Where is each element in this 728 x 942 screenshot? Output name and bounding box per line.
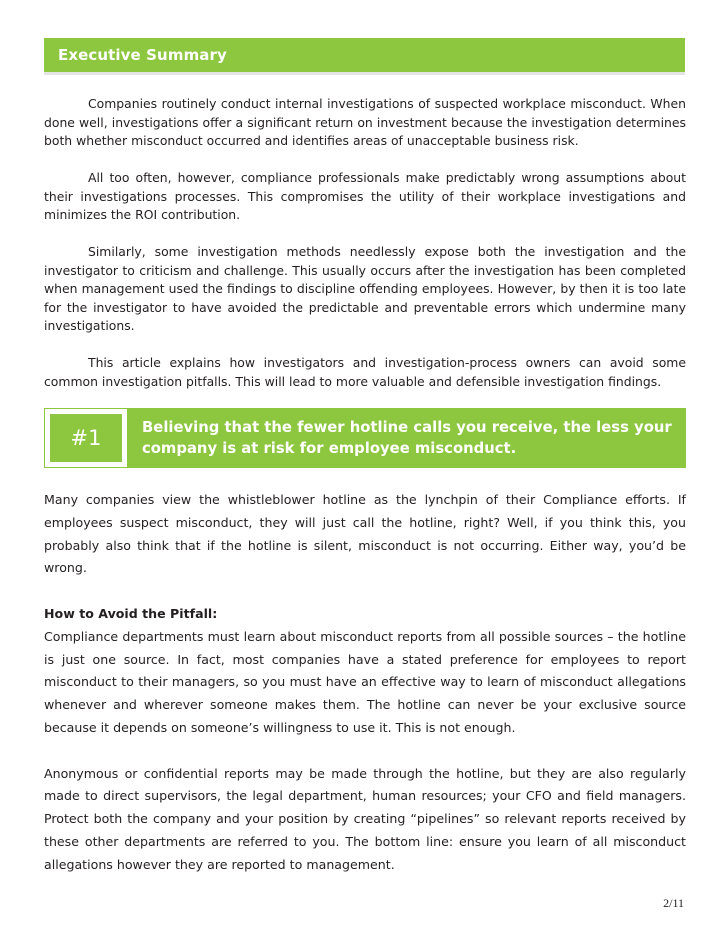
avoid-pitfall-heading: How to Avoid the Pitfall: (44, 605, 218, 621)
pitfall-number-box (44, 408, 128, 468)
executive-summary-body (44, 95, 686, 410)
summary-paragraph: All too often, however, compliance professionals make predictably wrong assumptions about their investigations processes. This compromises the utility of their workplace investigations and minimizes the ROI contribution. (44, 170, 686, 222)
executive-summary-title: Executive Summary (58, 46, 227, 64)
pitfall-number: #1 (50, 414, 122, 462)
summary-paragraph: Similarly, some investigation methods needlessly expose both the investigation and the investigator to criticism and challenge. This usually occurs after the investigation has been completed when management used the findings to discipline offending employees. However, by then it is too late for the investigator to have avoided the predictable and preventable errors which undermine many investigations. (44, 244, 686, 333)
summary-paragraph: Companies routinely conduct internal investigations of suspected workplace misconduct. When done well, investigations offer a significant return on investment because the investigation determines both whether misconduct occurred and identifies areas of unacceptable business risk. (44, 96, 686, 148)
pitfall-intro: Many companies view the whistleblower hotline as the lynchpin of their Compliance efforts. If employees suspect misconduct, they will just call the hotline, right? Well, if you think this, you probably also think that if the hotline is silent, misconduct is not occurring. Either way, you’d be wrong. (44, 492, 686, 576)
page-number: 2/11 (663, 896, 684, 910)
summary-paragraph: This article explains how investigators and investigation-process owners can avoid some common investigation pitfalls. This will lead to more valuable and defensible investigation findings. (44, 355, 686, 389)
pitfall-title: Believing that the fewer hotline calls you receive, the less your company is at risk for employee misconduct. (142, 419, 672, 457)
pitfall-banner (44, 408, 686, 468)
pitfall-body (44, 489, 686, 899)
avoid-paragraph: Compliance departments must learn about misconduct reports from all possible sources – the hotline is just one source. In fact, most companies have a stated preference for employees to report misconduct to their managers, so you must have an effective way to learn of misconduct allegations whenever and wherever someone makes them. The hotline can never be your exclusive source because it depends on someone’s willingness to use it. This is not enough. (44, 628, 686, 735)
avoid-paragraph: Anonymous or confidential reports may be made through the hotline, but they are also regularly made to direct supervisors, the legal department, human resources; your CFO and field managers. Protect both the company and your position by creating “pipelines” so relevant reports received by these other departments are referred to you. The bottom line: ensure you learn of all misconduct allegations however they are reported to management. (44, 765, 686, 872)
executive-summary-header (44, 38, 685, 72)
